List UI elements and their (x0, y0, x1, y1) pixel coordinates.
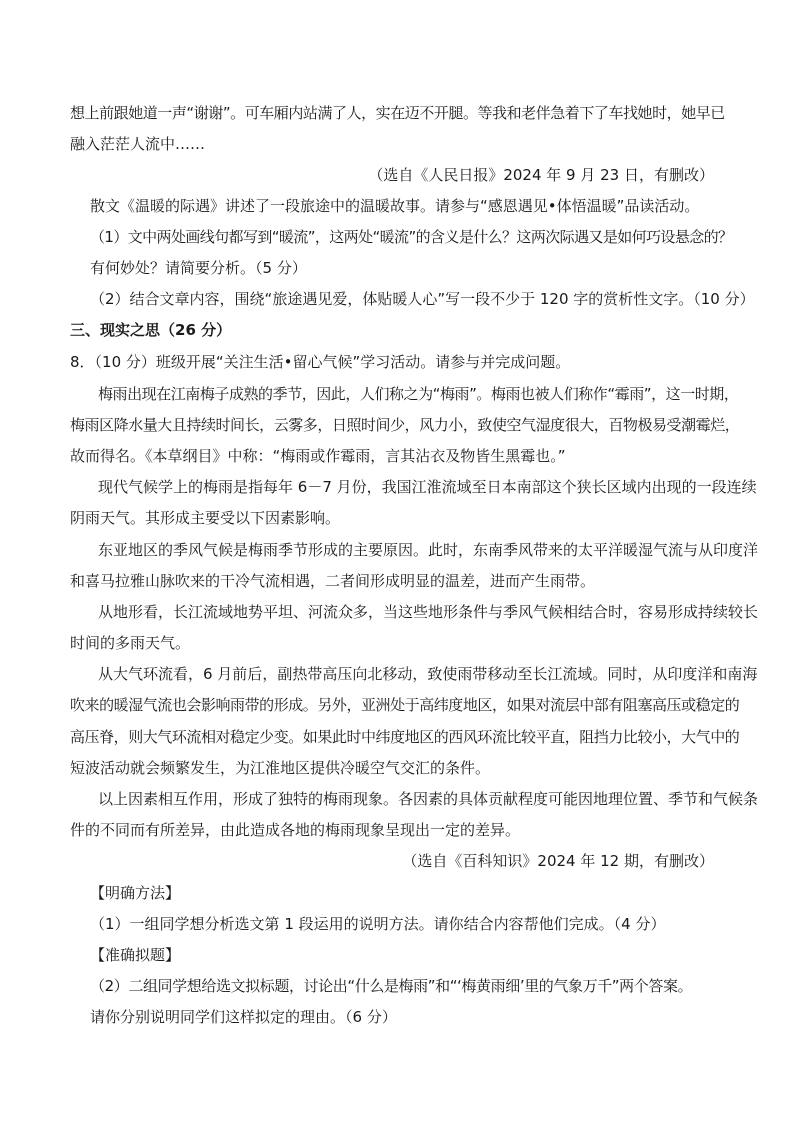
passage-p5-line-1: 从大气环流看，6 月前后，副热带高压向北移动，致使雨带移动至长江流域。同时，从印度洋和南海 (98, 665, 758, 683)
question-2: （2）结合文章内容，围绕“旅途遇见爱，体贴暖人心”写一段不少于 120 字的赏析性文字。（10 分） (90, 290, 755, 308)
passage-p1-line-1: 梅雨出现在江南梅子成熟的季节，因此，人们称之为“梅雨”。梅雨也被人们称作“霉雨”，这一时期， (98, 385, 739, 403)
top-line-2: 融入茫茫人流中…… (70, 135, 206, 153)
source-citation-2: （选自《百科知识》2024 年 12 期，有删改） (402, 852, 714, 870)
title-heading: 【准确拟题】 (90, 946, 181, 964)
intro-text: 散文《温暖的际遇》讲述了一段旅途中的温暖故事。请参与“感恩遇见•体悟温暖”品读活动。 (90, 197, 700, 215)
passage-p1-line-2: 梅雨区降水量大且持续时间长，云雾多，日照时间少，风力小，致使空气湿度很大，百物极易受潮霉烂， (70, 416, 740, 434)
passage-p4-line-2: 时间的多雨天气。 (70, 634, 191, 652)
passage-p5-line-3: 高压脊，则大气环流相对稳定少变。如果此时中纬度地区的西风环流比较平直，阻挡力比较小，大气中的 (70, 728, 740, 746)
question-1-line-2: 有何妙处？请简要分析。（5 分） (90, 259, 307, 277)
section-3-heading: 三、现实之思（26 分） (70, 321, 232, 339)
passage-p2-line-2: 阴雨天气。其形成主要受以下因素影响。 (70, 509, 341, 527)
passage-p6-line-2: 件的不同而有所差异，由此造成各地的梅雨现象呈现出一定的差异。 (70, 821, 521, 839)
passage-p5-line-2: 吹来的暖湿气流也会影响雨带的形成。另外，亚洲处于高纬度地区，如果对流层中部有阻塞高压或稳定的 (70, 696, 740, 714)
passage-p1-line-3: 故而得名。《本草纲目》中称：“梅雨或作霉雨，言其沾衣及物皆生黑霉也。” (70, 447, 566, 465)
passage-p3-line-1: 东亚地区的季风气候是梅雨季节形成的主要原因。此时，东南季风带来的太平洋暖湿气流与从印度洋 (98, 541, 759, 559)
question-1-line-1: （1）文中两处画线句都写到“暖流”，这两处“暖流”的含义是什么？这两次际遇又是如何巧设悬念的？ (90, 228, 733, 246)
passage-p6-line-1: 以上因素相互作用，形成了独特的梅雨现象。各因素的具体贡献程度可能因地理位置、季节和气候条 (98, 790, 759, 808)
title-question-line-1: （2）二组同学想给选文拟标题，讨论出“什么是梅雨”和“‘梅黄雨细’里的气象万千”两个答案。 (90, 977, 693, 995)
source-citation-1: （选自《人民日报》2024 年 9 月 23 日，有删改） (368, 166, 714, 184)
passage-p5-line-4: 短波活动就会频繁发生，为江淮地区提供冷暖空气交汇的条件。 (70, 759, 491, 777)
method-question: （1）一组同学想分析选文第 1 段运用的说明方法。请你结合内容帮他们完成。（4 分） (90, 915, 666, 933)
title-question-line-2: 请你分别说明同学们这样拟定的理由。（6 分） (90, 1008, 397, 1026)
top-line-1: 想上前跟她道一声“谢谢”。可车厢内站满了人，实在迈不开腿。等我和老伴急着下了车找她时，她早已 (70, 104, 725, 122)
passage-p4-line-1: 从地形看，长江流域地势平坦、河流众多，当这些地形条件与季风气候相结合时，容易形成持续较长 (98, 603, 759, 621)
passage-p2-line-1: 现代气候学上的梅雨是指每年 6－7 月份，我国江淮流域至日本南部这个狭长区域内出现的一段连续 (98, 478, 757, 496)
method-heading: 【明确方法】 (90, 884, 181, 902)
question-8-title: 8．（10 分）班级开展“关注生活•留心气候”学习活动。请参与并完成问题。 (70, 353, 571, 371)
passage-p3-line-2: 和喜马拉雅山脉吹来的干冷气流相遇，二者间形成明显的温差，进而产生雨带。 (70, 572, 596, 590)
